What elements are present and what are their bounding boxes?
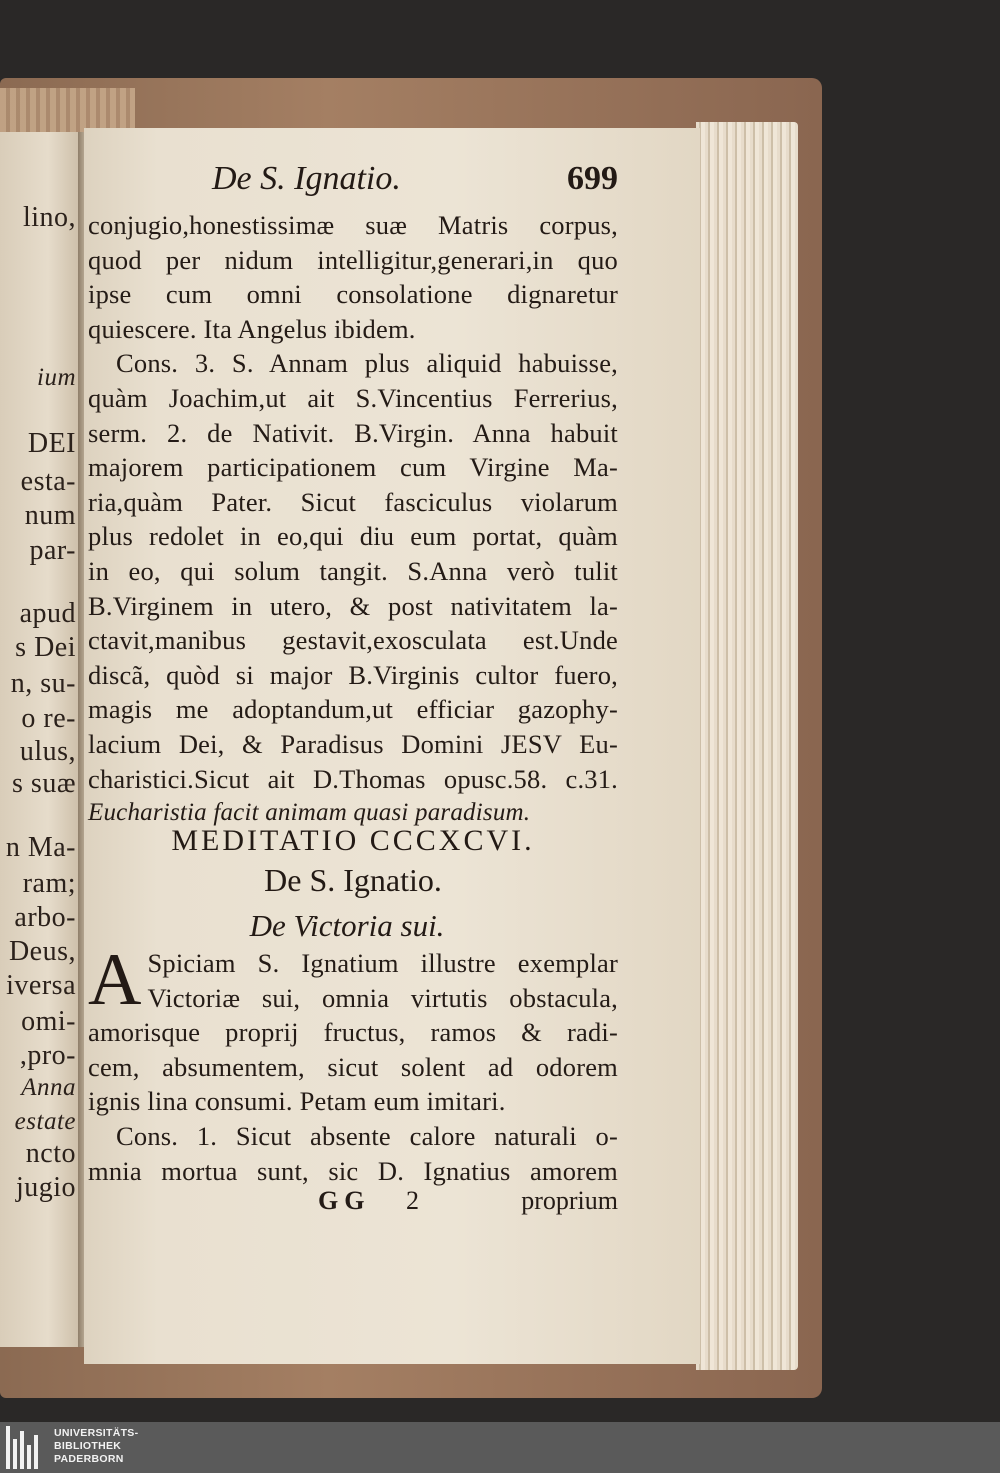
left-page-line: apud [19,598,76,629]
meditation-text-block [88,939,618,1188]
library-name-line: PADERBORN [54,1453,124,1465]
left-page-line: num [24,500,76,531]
left-page [0,132,80,1347]
text-line: in eo, qui solum tangit. S.Anna verò tulit [88,555,618,586]
meditation-heading: MEDITATIO CCCXCVI. [171,824,535,857]
text-line: magis me adoptandum,ut efficiar gazophy- [88,694,618,725]
text-line: ctavit,manibus gestavit,exosculata est.Unde [88,625,618,656]
library-name-line: UNIVERSITÄTS- [54,1427,139,1439]
catch-line [88,1186,618,1222]
running-title: De S. Ignatio. [212,160,401,197]
left-page-line: arbo- [14,902,76,933]
left-page-line: ram; [22,868,76,899]
text-line: Victoriæ sui, omnia virtutis obstacula, [147,982,618,1013]
meditation-subtitle: De S. Ignatio. [264,862,442,898]
text-line: quod per nidum intelligitur,generari,in quo [88,244,618,275]
left-page-line: ulus, [19,736,76,767]
text-line: serm. 2. de Nativit. B.Virgin. Anna habuit [88,417,618,448]
text-line: conjugio,honestissimæ suæ Matris corpus, [88,210,618,240]
library-name-line: BIBLIOTHEK [54,1440,122,1452]
left-page-line: n Ma- [5,832,76,863]
text-line: mnia mortua sunt, sic D. Ignatius amorem [88,1155,618,1186]
text-line: ignis lina consumi. Petam eum imitari. [88,1086,506,1117]
left-page-line: n, su- [10,668,76,699]
left-page-line: s Dei [15,632,76,663]
left-page-line: par- [29,535,76,566]
left-page-line: Deus, [8,936,76,967]
left-page-line: iversa [6,970,76,1001]
library-logo-text [54,1427,138,1466]
left-page-line: estate [14,1108,76,1135]
left-page-line: omi- [21,1006,76,1037]
text-line: discã, quòd si major B.Virginis cultor fuero, [88,659,618,690]
library-logo-icon [6,1426,46,1469]
left-page-line: o re- [21,703,76,734]
signature-mark: GG [318,1186,371,1215]
text-line: B.Virginem in utero, & post nativitatem la- [88,590,618,621]
text-line: ria,quàm Pater. Sicut fasciculus violarum [88,486,618,517]
text-line: charistici.Sicut ait D.Thomas opusc.58. c.31. [88,763,618,794]
library-footer [0,1422,1000,1473]
text-line: Spiciam S. Ignatium illustre exemplar [147,948,618,978]
text-line: ipse cum omni consolatione dignaretur [88,279,618,310]
left-page-line: s suæ [12,768,76,799]
left-page-line: esta- [20,466,76,497]
page-fore-edge [696,122,798,1370]
page-header [212,160,624,204]
text-line: cem, absumentem, sicut solent ad odorem [88,1051,618,1082]
catchword: proprium [521,1186,618,1215]
signature-number: 2 [406,1186,419,1215]
left-page-line: ncto [25,1138,76,1169]
text-line: quiescere. Ita Angelus ibidem. [88,313,416,344]
left-page-line: ,pro- [19,1040,76,1071]
text-line: quàm Joachim,ut ait S.Vincentius Ferrerius, [88,382,618,413]
drop-cap: A [88,939,142,1021]
left-page-line: DEI [27,428,76,459]
meditation-topic: De Victoria sui. [249,908,445,943]
text-line: Cons. 3. S. Annam plus aliquid habuisse, [116,348,618,379]
text-line: plus redolet in eo,qui diu eum portat, quàm [88,521,618,552]
body-text-block [88,208,618,831]
text-line: Cons. 1. Sicut absente calore naturali o- [116,1120,618,1151]
left-page-line: Anna [21,1074,76,1101]
left-page-line: jugio [15,1172,76,1203]
text-line: Eucharistia facit animam quasi paradisum. [88,799,531,827]
page-number: 699 [567,160,618,197]
text-line: lacium Dei, & Paradisus Domini JESV Eu- [88,728,618,759]
left-page-line: lino, [22,202,76,233]
text-line: majorem participationem cum Virgine Ma- [88,452,618,483]
left-page-line: ium [37,364,76,391]
text-line: amorisque proprij fructus, ramos & radi- [88,1017,618,1048]
